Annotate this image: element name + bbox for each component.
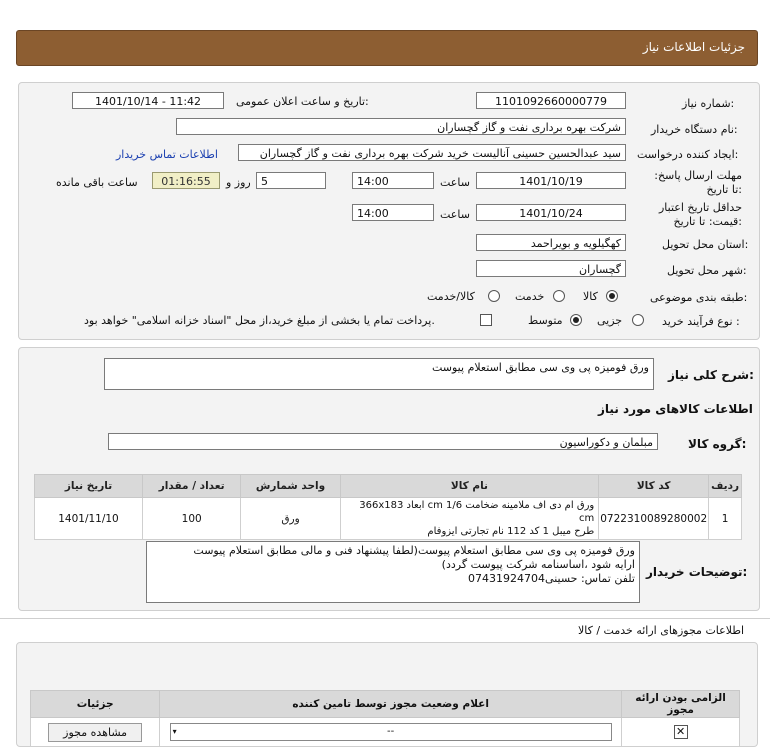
need-number-label: شماره نیاز: (682, 97, 735, 110)
col-details: جزئیات (31, 691, 160, 718)
treasury-checkbox[interactable] (480, 314, 492, 326)
validity-time-label: ساعت (440, 208, 470, 221)
cell-qty: 100 (142, 498, 240, 540)
summary-label: شرح کلی نیاز: (668, 368, 754, 382)
city-field: گچساران (476, 260, 626, 277)
buyer-notes-line2: ارایه شود ،اساسنامه شرکت پیوست گردد) (441, 558, 635, 571)
buyer-org-label: نام دستگاه خریدار: (651, 123, 738, 136)
col-status: اعلام وضعیت مجوز توسط تامین کننده (160, 691, 622, 718)
requester-label: ایجاد کننده درخواست: (637, 148, 739, 161)
province-field: کهگیلویه و بویراحمد (476, 234, 626, 251)
goods-group-field: مبلمان و دکوراسیون (108, 433, 658, 450)
contact-info-link[interactable]: اطلاعات تماس خریدار (116, 148, 218, 161)
validity-time-field: 14:00 (352, 204, 434, 221)
page-title: جزئیات اطلاعات نیاز (642, 40, 745, 54)
cell-row: 1 (709, 498, 742, 540)
cell-required (622, 718, 740, 747)
licenses-table-header (31, 691, 740, 718)
view-license-button[interactable]: مشاهده مجوز (48, 723, 142, 742)
remaining-timer: 01:16:55 (152, 172, 220, 189)
cell-name-line2: طرح میبل 1 کد 112 نام تجارتی ایزوفام (427, 526, 595, 537)
licenses-section-title: اطلاعات مجوزهای ارائه خدمت / کالا (578, 624, 745, 637)
cell-name-line1: ورق ام دی اف ملامینه ضخامت cm 1/6 ابعاد 366x183 cm (359, 500, 595, 524)
process-label: نوع فرآیند خرید : (662, 315, 740, 328)
table-row (35, 498, 742, 540)
buyer-notes-line3: تلفن تماس: حسینی07431924704 (468, 572, 635, 585)
announce-field: 1401/10/14 - 11:42 (72, 92, 224, 109)
category-service-label: خدمت (515, 290, 545, 303)
cell-date: 1401/11/10 (35, 498, 143, 540)
category-label: طبقه بندی موضوعی: (650, 291, 748, 304)
buyer-notes-label: توضیحات خریدار: (646, 565, 748, 579)
cell-status (160, 718, 622, 747)
col-required: الزامی بودن ارائه مجوز (622, 691, 740, 718)
cell-details (31, 718, 160, 747)
summary-box (104, 358, 654, 390)
col-row: ردیف (709, 475, 742, 498)
summary-text: ورق فومیزه پی وی سی مطابق استعلام پیوست (431, 361, 649, 374)
category-goods-label: کالا (583, 290, 598, 303)
remaining-label: ساعت باقی مانده (56, 176, 138, 189)
col-name: نام کالا (340, 475, 599, 498)
days-label: روز و (226, 176, 251, 189)
license-status-select[interactable] (170, 723, 612, 741)
need-number-field: 1101092660000779 (476, 92, 626, 109)
col-qty: تعداد / مقدار (142, 475, 240, 498)
deadline-time-label: ساعت (440, 176, 470, 189)
license-status-value: -- (387, 726, 395, 737)
col-code: کد کالا (599, 475, 709, 498)
buyer-notes-box (146, 541, 640, 603)
buyer-notes-line1: ورق فومیزه پی وی سی مطابق استعلام پیوست(لطفا پیشنهاد فنی و مالی مطابق استعلام پیوست (193, 544, 635, 557)
category-both-radio[interactable] (488, 290, 500, 302)
goods-table-header (35, 475, 742, 498)
goods-group-label: گروه کالا: (688, 437, 747, 451)
deadline-label: مهلت ارسال پاسخ: تا تاریخ: (654, 169, 742, 196)
deadline-time-field: 14:00 (352, 172, 434, 189)
chevron-down-icon: ▾ (172, 727, 177, 736)
process-medium-label: متوسط (528, 314, 563, 327)
col-date: تاریخ نیاز (35, 475, 143, 498)
cell-name (340, 498, 599, 540)
validity-date-field: 1401/10/24 (476, 204, 626, 221)
page-header (16, 30, 758, 66)
province-label: استان محل تحویل: (662, 238, 749, 251)
cell-code: 0722310089280002 (599, 498, 709, 540)
category-goods-radio[interactable] (606, 290, 618, 302)
goods-table (34, 474, 742, 540)
col-unit: واحد شمارش (241, 475, 340, 498)
cell-unit: ورق (241, 498, 340, 540)
licenses-table (30, 690, 740, 747)
process-minor-radio[interactable] (632, 314, 644, 326)
buyer-org-field: شرکت بهره برداری نفت و گاز گچساران (176, 118, 626, 135)
requester-field: سید عبدالحسین حسینی آنالیست خرید شرکت بهره برداری نفت و گاز گچساران (238, 144, 626, 161)
goods-section-title: اطلاعات کالاهای مورد نیاز (598, 402, 753, 416)
days-field: 5 (256, 172, 326, 189)
category-service-radio[interactable] (553, 290, 565, 302)
process-minor-label: جزیی (597, 314, 623, 327)
process-medium-radio[interactable] (570, 314, 582, 326)
required-checkbox-icon: ✕ (674, 725, 688, 739)
category-both-label: کالا/خدمت (427, 290, 475, 303)
announce-label: تاریخ و ساعت اعلان عمومی: (236, 95, 369, 108)
divider (0, 618, 770, 619)
city-label: شهر محل تحویل: (667, 264, 747, 277)
validity-label: حداقل تاریخ اعتبار قیمت: تا تاریخ: (658, 201, 742, 228)
deadline-date-field: 1401/10/19 (476, 172, 626, 189)
treasury-note: پرداخت تمام یا بخشی از مبلغ خرید،از محل "اسناد خزانه اسلامی" خواهد بود. (84, 314, 435, 327)
table-row (31, 718, 740, 747)
